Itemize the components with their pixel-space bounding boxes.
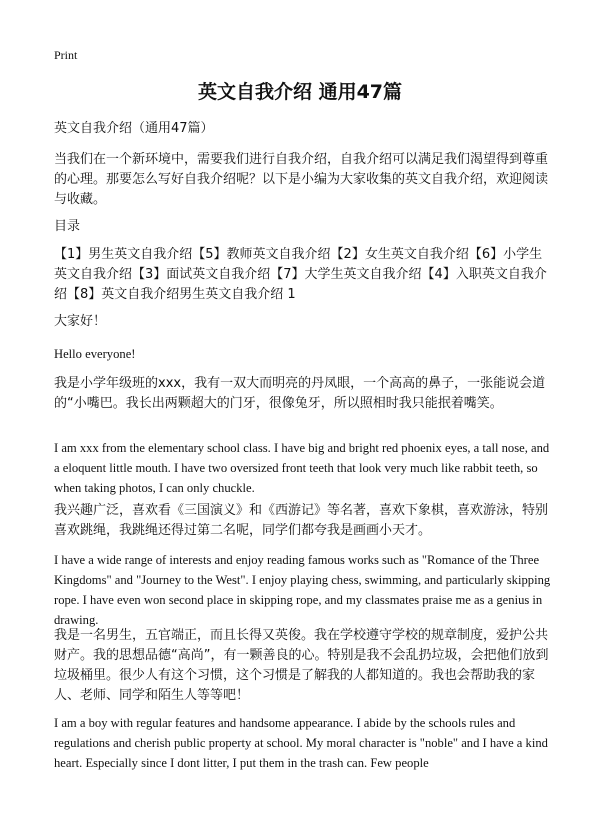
- paragraph-3-english: I am a boy with regular features and handsome appearance. I abide by the schools rules and regulations and cherish public property at school. My moral character is "noble" and I have a kind heart. Especially since I dont litter, I put them in the trash can. Few people: [54, 716, 548, 770]
- paragraph-1-chinese: 我是小学年级班的xxx，我有一双大而明亮的丹凤眼，一个高高的鼻子，一张能说会道的“小嘴巴。我长出两颗超大的门牙，很像兔牙，所以照相时我只能抿着嘴笑。: [54, 376, 546, 411]
- paragraph-3-chinese: 我是一名男生，五官端正，而且长得又英俊。我在学校遵守学校的规章制度，爱护公共财产。我的思想品德“高尚”，有一颗善良的心。特别是我不会乱扔垃圾，会把他们放到垃圾桶里。很少人有这个习惯，这个习惯是了解我的人都知道的。我也会帮助我的家人、老师、同学和陌生人等等吧！: [54, 628, 549, 703]
- greeting-chinese: 大家好！: [54, 314, 107, 329]
- greeting-english: Hello everyone!: [54, 347, 136, 361]
- page-title: 英文自我介绍 通用47篇: [197, 81, 403, 103]
- paragraph-1-english: I am xxx from the elementary school class. I have big and bright red phoenix eyes, a tall nose, and a eloquent little mouth. I have two oversized front teeth that look very much like rabbit teeth, so when taking photos, I can only chuckle.: [54, 441, 550, 495]
- intro-paragraph: 当我们在一个新环境中，需要我们进行自我介绍，自我介绍可以满足我们渴望得到尊重的心理。那要怎么写好自我介绍呢？以下是小编为大家收集的英文自我介绍，欢迎阅读与收藏。: [54, 152, 549, 207]
- document-subtitle: 英文自我介绍（通用47篇）: [54, 121, 214, 136]
- paragraph-2-chinese: 我兴趣广泛，喜欢看《三国演义》和《西游记》等名著，喜欢下象棋，喜欢游泳，特别喜欢跳绳，我跳绳还得过第二名呢，同学们都夸我是画画小天才。: [54, 503, 549, 538]
- print-label: Print: [54, 48, 78, 62]
- paragraph-2-english: I have a wide range of interests and enjoy reading famous works such as "Romance of the Three Kingdoms" and "Journey to the West". I enjoy playing chess, swimming, and particularly skipping rope. I have even won second place in skipping rope, and my classmates praise me as a genius in drawing.: [54, 553, 551, 627]
- table-of-contents: 【1】男生英文自我介绍【5】教师英文自我介绍【2】女生英文自我介绍【6】小学生英文自我介绍【3】面试英文自我介绍【7】大学生英文自我介绍【4】入职英文自我介绍【8】英文自我介绍男生英文自我介绍 1: [54, 247, 547, 302]
- toc-heading: 目录: [54, 219, 81, 234]
